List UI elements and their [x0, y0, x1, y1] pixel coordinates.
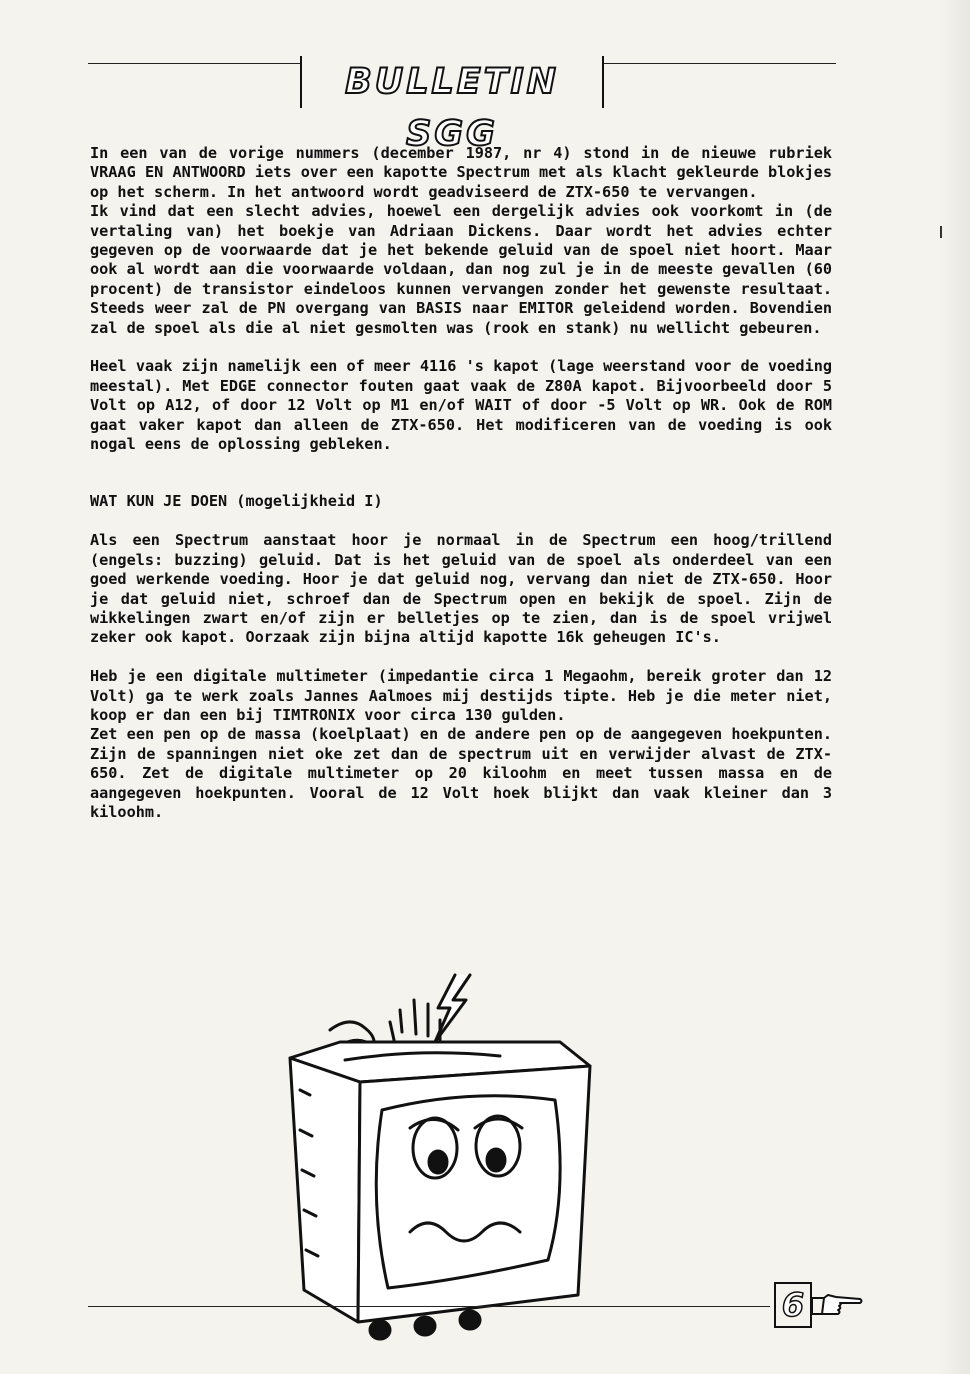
paragraph-sound: Als een Spectrum aanstaat hoor je normaal in de Spectrum een hoog/trillend (engels: buzzing) geluid. Dat is het geluid van de spoel als onderdeel van een goed werkende voeding. Hoor je dat geluid nog, vervang dan niet de ZTX-650. Hoor je dat geluid niet, schroef dan de Spectrum open en bekijk de spoel. Zijn de wikkelingen zwart en/of zijn er belletjes op te zien, dan is de spoel vrijwel zeker ook kapot. Oorzaak zijn bijna altijd kapotte 16k geheugen IC's.: [90, 531, 832, 647]
margin-mark: [940, 226, 942, 238]
pointing-hand-icon: [810, 1292, 864, 1318]
paragraph-intro: In een van de vorige nummers (december 1987, nr 4) stond in de nieuwe rubriek VRAAG EN ANTWOORD iets over een kapotte Spectrum met als klacht gekleurde blokjes op het scherm. In het antwoord wordt geadviseerd de ZTX-650 te vervangen.: [90, 144, 832, 201]
paragraph-causes: Heel vaak zijn namelijk een of meer 4116 's kapot (lage weerstand voor de voeding meestal). Met EDGE connector fouten gaat vaak de Z80A kapot. Bijvoorbeeld door 5 Volt op A12, of door 12 Volt op M1 en/of WAIT of door -5 Volt op WR. Ook de ROM gaat vaker kapot dan alleen de ZTX-650. Het modificeren van de voeding is ook nogal eens de oplossing gebleken.: [90, 357, 832, 454]
paragraph-multimeter: Heb je een digitale multimeter (impedantie circa 1 Megaohm, bereik groter dan 12 Volt) ga te werk zoals Jannes Aalmoes mij destijds tipte. Heb je die meter niet, koop er dan een bij TIMTRONIX voor circa 130 gulden.: [90, 667, 832, 724]
page-edge-shade: [940, 0, 970, 1374]
masthead: [300, 56, 600, 154]
page-number: 6: [774, 1282, 812, 1328]
article-body: [90, 144, 832, 822]
paragraph-advice: Ik vind dat een slecht advies, hoewel een dergelijk advies ook voorkomt in (de vertaling van) het boekje van Adriaan Dickens. Daar wordt het advies echter gegeven op de voorwaarde dat je het bekende geluid van de spoel niet hoort. Maar ook al wordt aan die voorwaarde voldaan, dan nog zul je in de meeste gevallen (60 procent) de transistor eindeloos kunnen vervangen zonder het gewenste resultaat. Steeds weer zal de PN overgang van BASIS naar EMITOR geleidend worden. Bovendien zal de spoel als die al niet gesmolten was (rook en stank) nu wellicht gebeuren.: [90, 202, 832, 337]
bottom-rule: [88, 1306, 770, 1307]
broken-computer-cartoon: [270, 970, 610, 1345]
paragraph-measure: Zet een pen op de massa (koelplaat) en de andere pen op de aangegeven hoekpunten. Zijn de spanningen niet oke zet dan de spectrum uit en verwijder alvast de ZTX-650. Zet de digitale multimeter op 20 kiloohm en meet tussen massa en de aangegeven hoekpunten. Vooral de 12 Volt hoek blijkt dan vaak kleiner dan 3 kiloohm.: [90, 725, 832, 821]
masthead-title: BULLETIN SGG: [300, 56, 604, 108]
section-heading: WAT KUN JE DOEN (mogelijkheid I): [90, 492, 383, 511]
